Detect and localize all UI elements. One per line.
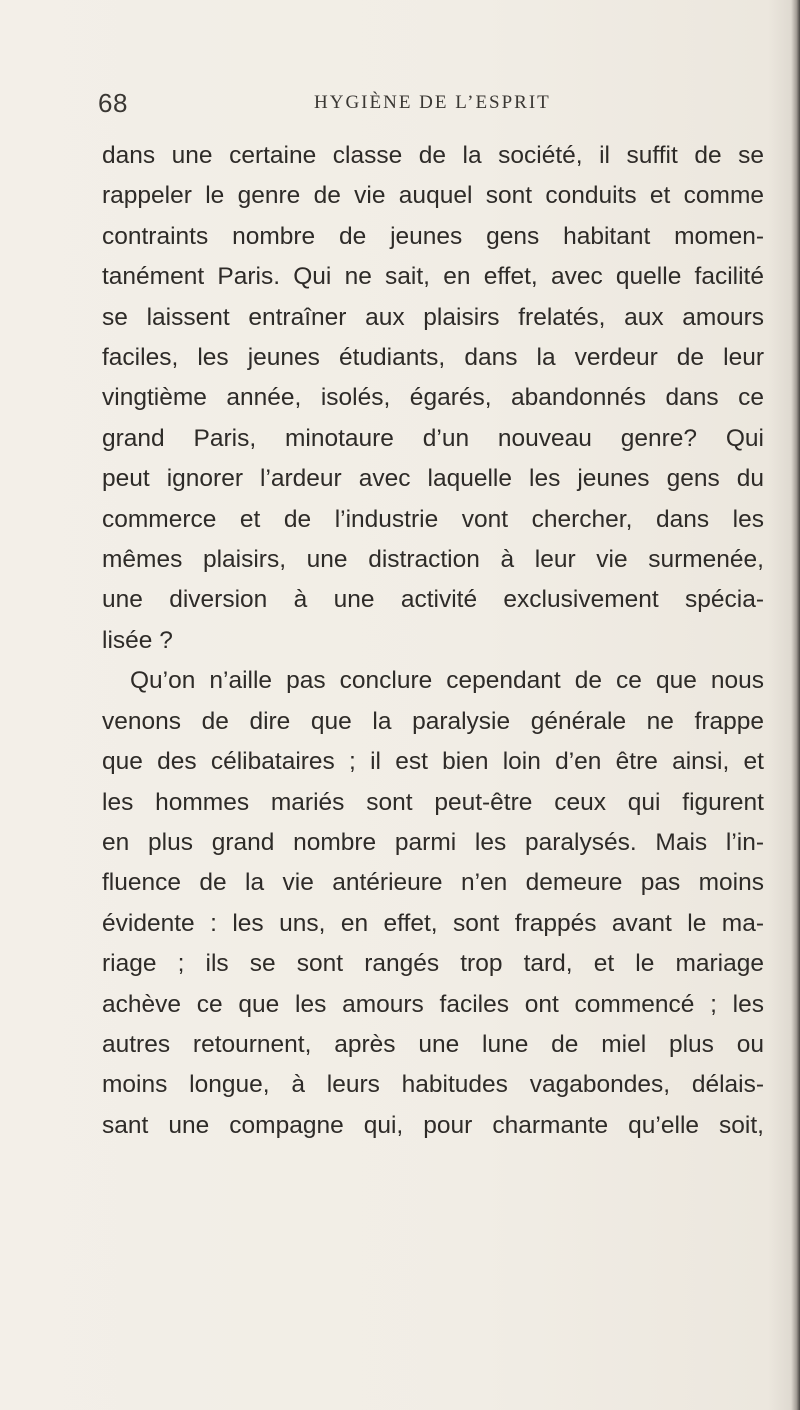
running-head: HYGIÈNE DE L’ESPRIT [314, 92, 551, 113]
text-line: grand Paris, minotaure d’un nouveau genre? Qui [102, 424, 764, 452]
page-header [98, 88, 768, 122]
text-line: fluence de la vie antérieure n’en demeure pas moins [102, 869, 764, 897]
text-line: mêmes plaisirs, une distraction à leur vie surmenée, [102, 546, 764, 574]
text-line: faciles, les jeunes étudiants, dans la verdeur de leur [102, 344, 764, 372]
text-line: sant une compagne qui, pour charmante qu’elle soit, [102, 1111, 764, 1139]
text-line: riage ; ils se sont rangés trop tard, et le mariage [102, 950, 764, 978]
text-line: rappeler le genre de vie auquel sont conduits et comme [102, 182, 764, 210]
text-line: contraints nombre de jeunes gens habitant momen- [102, 222, 764, 250]
text-line: Qu’on n’aille pas conclure cependant de ce que nous [130, 667, 764, 695]
text-line: autres retournent, après une lune de miel plus ou [102, 1030, 764, 1058]
text-line: lisée ? [102, 626, 173, 654]
page-number: 68 [98, 88, 128, 118]
text-line: se laissent entraîner aux plaisirs frelatés, aux amours [102, 303, 764, 331]
text-line: tanément Paris. Qui ne sait, en effet, avec quelle facilité [102, 263, 764, 291]
text-line: vingtième année, isolés, égarés, abandonnés dans ce [102, 384, 764, 412]
text-line: peut ignorer l’ardeur avec laquelle les jeunes gens du [102, 465, 764, 493]
text-line: les hommes mariés sont peut-être ceux qui figurent [102, 788, 764, 816]
paragraph [102, 661, 764, 1146]
text-line: dans une certaine classe de la société, il suffit de se [102, 142, 764, 169]
page-edge-shadow [791, 0, 800, 1410]
text-line: évidente : les uns, en effet, sont frappés avant le ma- [102, 909, 764, 937]
text-line: une diversion à une activité exclusivement spécia- [102, 586, 764, 614]
paragraph [102, 136, 764, 661]
text-line: venons de dire que la paralysie générale ne frappe [102, 707, 764, 735]
body-text [102, 136, 764, 1146]
text-line: que des célibataires ; il est bien loin d’en être ainsi, et [102, 748, 764, 776]
text-line: achève ce que les amours faciles ont commencé ; les [102, 990, 764, 1018]
text-line: en plus grand nombre parmi les paralysés. Mais l’in- [102, 828, 764, 856]
text-line: commerce et de l’industrie vont chercher, dans les [102, 505, 764, 533]
text-line: moins longue, à leurs habitudes vagabondes, délais- [102, 1071, 764, 1099]
